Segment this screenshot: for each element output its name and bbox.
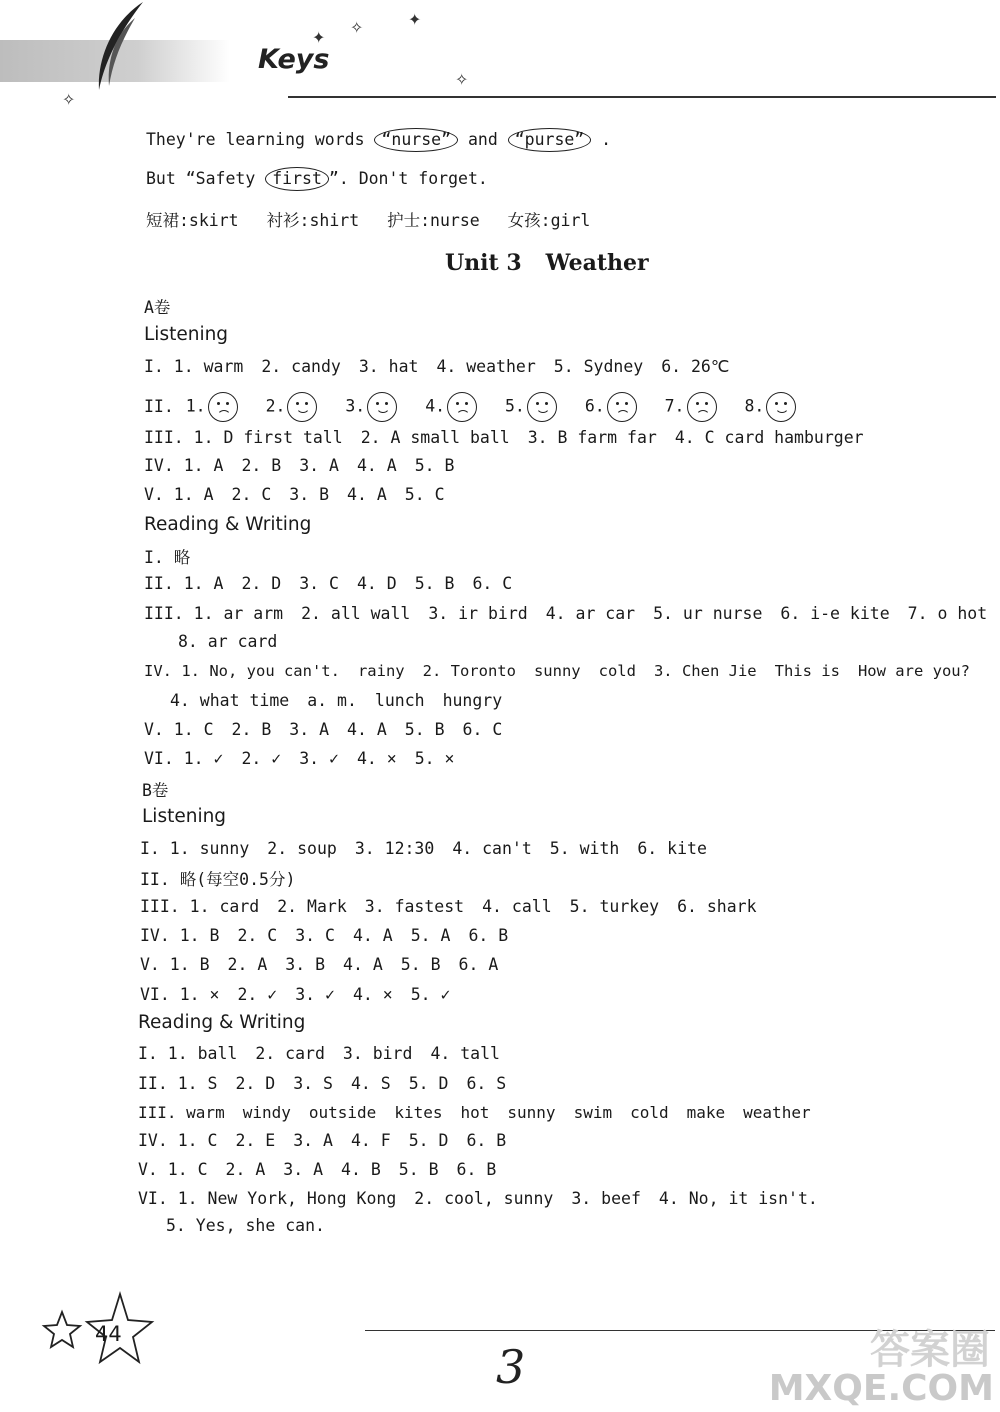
sad-face-icon: [447, 392, 477, 422]
answer-item: 3. fastest: [364, 897, 465, 916]
answer-row: [178, 632, 295, 651]
answer-item: 3. B: [289, 485, 330, 504]
answer-row: [144, 574, 530, 593]
answer-item: 3. A: [283, 1160, 324, 1179]
answer-item: sunny: [533, 662, 581, 680]
answer-item: II. 略(每空0.5分): [140, 870, 296, 889]
answer-item: 3. ir bird: [428, 604, 528, 623]
answer-item: 8.: [744, 396, 765, 416]
answer-item: 3. C: [299, 574, 339, 593]
answer-item: 6. B: [466, 1131, 507, 1150]
happy-face-icon: [766, 392, 796, 422]
answer-item: 短裙:skirt: [146, 211, 239, 230]
answer-item: 3. ✓: [295, 985, 335, 1004]
answer-item: 3. S: [293, 1074, 333, 1093]
sparkle-icon: ✦: [312, 28, 326, 47]
answer-row: [138, 1074, 524, 1093]
circled-word: first: [265, 167, 329, 191]
answer-row: [144, 456, 472, 475]
answer-row: [140, 839, 725, 858]
page-number: 44: [95, 1322, 122, 1346]
answer-item: Unit 3: [445, 250, 522, 276]
answer-row: [144, 749, 472, 768]
answer-item: make: [686, 1103, 726, 1122]
answer-item: ”. Don't forget.: [328, 169, 488, 188]
answer-item: I. 1. warm: [144, 357, 244, 376]
answer-item: outside: [308, 1103, 377, 1122]
section-label: [144, 294, 188, 318]
answer-item: I. 1. sunny: [140, 839, 250, 858]
answer-row: [138, 1131, 524, 1150]
subsection-heading: [144, 514, 329, 535]
answer-item: 4. tall: [430, 1044, 500, 1063]
answer-item: .: [591, 130, 612, 149]
answer-row: [140, 926, 526, 945]
answer-item: 5. Sydney: [553, 357, 644, 376]
swoosh-logo-icon: [85, 0, 155, 95]
answer-item: 6. kite: [637, 839, 707, 858]
answer-item: 3. A: [299, 456, 339, 475]
answer-item: 2. C: [231, 485, 272, 504]
answer-item: 女孩:girl: [507, 211, 591, 230]
answer-item: V. 1. B: [140, 955, 210, 974]
answer-item: 2. C: [237, 926, 278, 945]
answer-row: [144, 428, 882, 447]
answer-item: 3. bird: [342, 1044, 413, 1063]
answer-item: V. 1. A: [144, 485, 214, 504]
answer-item: 1.: [185, 396, 206, 416]
answer-item: 4. B: [341, 1160, 381, 1179]
answer-item: VI. 1. ✓: [144, 749, 224, 768]
answer-item: 6.: [584, 396, 605, 416]
answer-item: kites: [394, 1103, 443, 1122]
circled-word: “purse”: [508, 128, 592, 152]
answer-item: 3. A: [289, 720, 330, 739]
answer-item: VI. 1. New York, Hong Kong: [138, 1189, 397, 1208]
sparkle-icon: ✧: [350, 18, 364, 37]
answer-item: III. 1. D first tall: [144, 428, 343, 447]
answer-item: weather: [743, 1103, 811, 1122]
answer-item: 4. No, it isn't.: [658, 1189, 818, 1208]
answer-item: swim: [573, 1103, 613, 1122]
subsection-heading: [144, 324, 246, 345]
answer-item: 4. ×: [356, 749, 397, 768]
answer-item: 5. B: [404, 720, 445, 739]
answer-item: 4. A: [347, 485, 387, 504]
answer-item: A卷: [144, 298, 171, 317]
answer-item: IV. 1. No, you can't.: [144, 662, 340, 680]
answer-row: [144, 662, 970, 680]
answer-item: 5. C: [404, 485, 445, 504]
answer-item: IV. 1. A: [144, 456, 224, 475]
answer-item: 6. B: [456, 1160, 497, 1179]
sparkle-icon: ✦: [408, 10, 422, 29]
answer-item: II. 1. A: [144, 574, 224, 593]
answer-item: 2. A small ball: [360, 428, 510, 447]
answer-item: hot: [460, 1103, 490, 1122]
answer-item: hungry: [442, 691, 503, 710]
answer-item: Listening: [142, 806, 227, 827]
sparkle-icon: ✧: [62, 90, 76, 109]
answer-item: 2. B: [241, 456, 282, 475]
intro-line-2: [146, 167, 488, 191]
answer-item: 4. A: [347, 720, 387, 739]
answer-item: 3. 12:30: [354, 839, 435, 858]
answer-item: 2. A: [225, 1160, 266, 1179]
answer-item: 4. A: [352, 926, 393, 945]
answer-item: 3. C: [295, 926, 335, 945]
answer-item: 5. Yes, she can.: [166, 1216, 325, 1235]
answer-item: 4. can't: [452, 839, 532, 858]
sparkle-icon: ✧: [455, 70, 469, 89]
subsection-heading: [138, 1012, 323, 1033]
watermark-site: MXQE.COM: [768, 1368, 994, 1409]
answer-row: [140, 897, 775, 916]
answer-item: This is: [774, 662, 840, 680]
answer-item: 5. D: [408, 1074, 449, 1093]
answer-item: 2. Toronto: [422, 662, 516, 680]
answer-item: 4. S: [350, 1074, 391, 1093]
page-title: Keys: [258, 44, 330, 75]
answer-item: IV. 1. B: [140, 926, 220, 945]
handwritten-mark: 3: [496, 1340, 526, 1394]
answer-item: 2. Mark: [277, 897, 347, 916]
answer-item: 2. cool, sunny: [414, 1189, 554, 1208]
answer-item: Reading & Writing: [144, 514, 312, 535]
answer-item: 3. Chen Jie: [653, 662, 757, 680]
answer-item: 3. ✓: [299, 749, 339, 768]
answer-item: 4. call: [482, 897, 552, 916]
answer-item: 4. F: [350, 1131, 391, 1150]
answer-row: [140, 866, 313, 890]
circled-word: “nurse”: [374, 128, 458, 152]
answer-row: [138, 1103, 811, 1122]
answer-item: 2. ✓: [237, 985, 278, 1004]
answer-item: 4. A: [343, 955, 383, 974]
answer-item: 6. B: [468, 926, 509, 945]
answer-item: 6. i-e kite: [780, 604, 890, 623]
answer-item: 2. A: [227, 955, 268, 974]
answer-item: 3. beef: [571, 1189, 641, 1208]
answer-item: III. 1. ar arm: [144, 604, 284, 623]
answer-item: 5. B: [414, 456, 455, 475]
answer-row: [138, 1044, 518, 1063]
section-label: [142, 777, 186, 801]
answer-item: 2. soup: [267, 839, 337, 858]
answer-item: II.: [144, 396, 174, 416]
answer-item: 3. B: [285, 955, 326, 974]
answer-item: and: [458, 130, 508, 149]
answer-item: 4. weather: [436, 357, 536, 376]
answer-item: But “Safety: [146, 169, 266, 188]
answer-row: [138, 1160, 514, 1179]
header-divider: [288, 96, 996, 98]
answer-item: I. 略: [144, 548, 191, 567]
answer-item: 5.: [505, 396, 525, 416]
answer-row: [140, 955, 516, 974]
answer-row: [166, 1216, 343, 1235]
answer-item: 6. A: [458, 955, 499, 974]
answer-item: 4.: [425, 396, 446, 416]
answer-item: V. 1. C: [138, 1160, 208, 1179]
answer-row: [170, 691, 520, 710]
answer-row: [144, 604, 1000, 623]
answer-item: V. 1. C: [144, 720, 214, 739]
answer-item: 6. C: [462, 720, 503, 739]
answer-item: 7. o hot: [907, 604, 988, 623]
answer-item: B卷: [142, 781, 169, 800]
answer-item: 2. ✓: [241, 749, 282, 768]
answer-item: 3. hat: [358, 357, 419, 376]
answer-item: VI. 1. ×: [140, 985, 220, 1004]
answer-item: 4. A: [356, 456, 397, 475]
answer-row: [138, 1189, 836, 1208]
answer-item: 5. D: [408, 1131, 449, 1150]
happy-face-icon: [527, 392, 557, 422]
answer-row: [140, 985, 468, 1004]
answer-item: lunch: [374, 691, 425, 710]
answer-item: 5. ×: [414, 749, 455, 768]
intro-line-1: [146, 128, 611, 152]
unit-heading: [445, 250, 673, 276]
answer-item: 3. A: [293, 1131, 333, 1150]
answer-item: 2.: [265, 396, 286, 416]
answer-row: [144, 485, 463, 504]
sad-face-icon: [607, 392, 637, 422]
answer-item: Weather: [545, 250, 649, 276]
answer-item: sunny: [507, 1103, 556, 1122]
answer-item: windy: [242, 1103, 291, 1122]
answer-item: cold: [630, 1103, 669, 1122]
answer-item: 6. S: [466, 1074, 507, 1093]
answer-item: 4. D: [356, 574, 397, 593]
sad-face-icon: [208, 392, 238, 422]
answer-item: 2. all wall: [301, 604, 411, 623]
vocab-line: [146, 207, 608, 231]
answer-item: 5. ur nurse: [653, 604, 763, 623]
answer-item: 8. ar card: [178, 632, 278, 651]
subsection-heading: [142, 806, 244, 827]
answer-item: 4. what time: [170, 691, 290, 710]
answer-item: Reading & Writing: [138, 1012, 306, 1033]
answer-item: 2. B: [231, 720, 272, 739]
answer-item: 6. C: [472, 574, 513, 593]
happy-face-icon: [287, 392, 317, 422]
answer-item: II. 1. S: [138, 1074, 218, 1093]
answer-item: 6. shark: [677, 897, 757, 916]
answer-item: 衬衫:shirt: [266, 211, 360, 230]
answer-item: 5. B: [398, 1160, 439, 1179]
answer-item: 2. candy: [261, 357, 341, 376]
answer-item: 护士:nurse: [387, 211, 480, 230]
sad-face-icon: [687, 392, 717, 422]
answer-row: [144, 720, 520, 739]
answer-item: 5. B: [414, 574, 455, 593]
answer-item: 5. ✓: [410, 985, 451, 1004]
answer-item: 4. ×: [352, 985, 393, 1004]
answer-item: a. m.: [307, 691, 357, 710]
answer-row: [144, 544, 208, 568]
answer-item: 5. with: [549, 839, 620, 858]
face-answer-row: [144, 392, 814, 422]
answer-item: 5. A: [410, 926, 451, 945]
answer-item: rainy: [357, 662, 405, 680]
answer-item: 2. E: [235, 1131, 276, 1150]
answer-item: 3. B farm far: [527, 428, 657, 447]
answer-item: IV. 1. C: [138, 1131, 218, 1150]
answer-item: III. warm: [138, 1103, 225, 1122]
answer-item: 2. D: [241, 574, 282, 593]
answer-item: They're learning words: [146, 130, 375, 149]
answer-item: 5. B: [400, 955, 441, 974]
answer-item: III. 1. card: [140, 897, 260, 916]
answer-row: [144, 357, 747, 376]
answer-item: I. 1. ball: [138, 1044, 238, 1063]
answer-item: 2. card: [255, 1044, 325, 1063]
happy-face-icon: [367, 392, 397, 422]
answer-item: 4. C card hamburger: [674, 428, 864, 447]
watermark-cn: 答案圈: [870, 1327, 990, 1373]
answer-item: 3.: [345, 396, 366, 416]
answer-item: 2. D: [235, 1074, 276, 1093]
answer-item: 6. 26℃: [661, 357, 730, 376]
answer-item: How are you?: [857, 662, 970, 680]
answer-item: Listening: [144, 324, 229, 345]
answer-item: 5. turkey: [569, 897, 660, 916]
answer-item: 7.: [664, 396, 685, 416]
answer-item: cold: [598, 662, 636, 680]
answer-item: 4. ar car: [545, 604, 636, 623]
